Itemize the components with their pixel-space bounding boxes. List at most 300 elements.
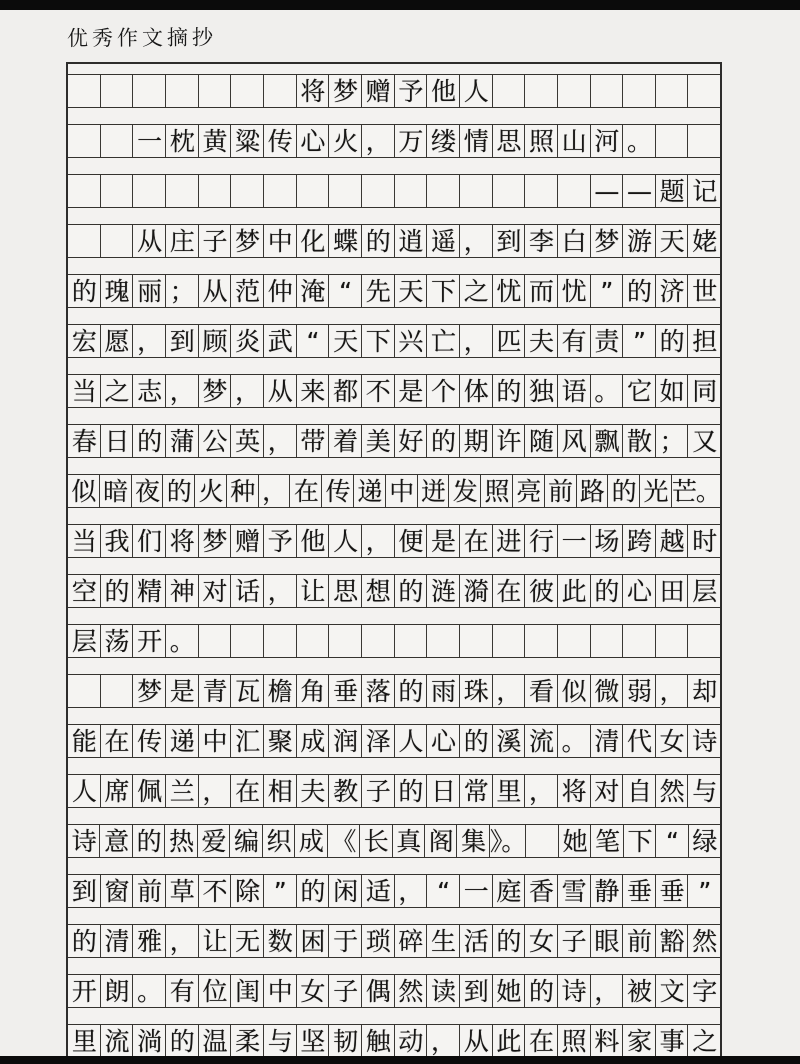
handwritten-char-cell: 人 [68,775,101,807]
grid-row [68,74,720,108]
handwritten-char-cell: 窗 [101,875,134,907]
grid-row [68,224,720,258]
handwritten-char-cell: 而 [525,275,558,307]
handwritten-char-cell: 下 [427,275,460,307]
handwritten-char-cell: 越 [656,525,689,557]
handwritten-char-cell: 的 [623,275,656,307]
composition-grid [66,62,722,1060]
handwritten-char-cell: 夫 [525,325,558,357]
handwritten-char-cell: 料 [591,1025,624,1057]
empty-cell [558,175,591,207]
handwritten-char-cell: 心 [427,725,460,757]
empty-cell [329,175,362,207]
grid-row [68,674,720,708]
empty-cell [395,175,428,207]
handwritten-char-cell: 从 [199,275,232,307]
handwritten-char-cell: 一 [558,525,591,557]
handwritten-char-cell: 字 [692,976,717,1006]
empty-cell [656,625,689,657]
handwritten-char-cell: 照 [481,475,513,507]
handwritten-char-cell: 真 [393,825,425,857]
handwritten-char-cell: 织 [263,825,295,857]
handwritten-char-cell: 于 [329,925,362,957]
handwritten-char-cell: 神 [166,575,199,607]
handwritten-char-cell: 递 [166,725,199,757]
handwritten-char-cell: 赠 [362,75,395,107]
handwritten-char-cell: 河 [591,125,624,157]
handwritten-char-cell: 的 [68,275,101,307]
handwritten-char-cell: 游 [623,225,656,257]
handwritten-char-cell: 思 [329,575,362,607]
handwritten-char-cell: 之 [460,275,493,307]
grid-row [68,524,720,558]
row-spacer [68,808,720,824]
row-spacer [68,108,720,124]
handwritten-char-cell: 期 [460,425,493,457]
handwritten-char-cell: 发 [449,475,481,507]
handwritten-char-cell: 将 [297,75,330,107]
handwritten-char-cell: 题 [656,175,689,207]
handwritten-char-cell: 个 [427,375,460,407]
grid-row [68,474,720,508]
handwritten-char-cell: 同 [692,376,717,406]
handwritten-char-cell: 他 [427,75,460,107]
empty-cell [656,125,689,157]
handwritten-char-cell: 然 [692,926,717,956]
handwritten-char-cell: 之 [692,1026,717,1056]
handwritten-char-cell: 清 [101,925,134,957]
handwritten-char-cell: 清 [591,725,624,757]
handwritten-char-cell: 让 [199,925,232,957]
empty-cell [460,625,493,657]
handwritten-char-cell: 角 [297,675,330,707]
handwritten-char-cell: 漪 [460,575,493,607]
handwritten-char-cell: ， [362,125,395,157]
handwritten-char-cell: ， [493,675,526,707]
grid-row [68,324,720,358]
handwritten-char-cell: ， [395,875,428,907]
handwritten-char-cell: 女 [297,975,330,1007]
empty-cell [688,125,720,157]
empty-cell [199,175,232,207]
handwritten-char-cell: 照 [525,125,558,157]
handwritten-char-cell: 在 [525,1025,558,1057]
empty-cell [427,175,460,207]
handwritten-char-cell: 韧 [329,1025,362,1057]
handwritten-char-cell: 黄 [199,125,232,157]
empty-cell [427,625,460,657]
handwritten-char-cell: 相 [264,775,297,807]
handwritten-char-cell: 长 [360,825,392,857]
empty-cell [264,175,297,207]
handwritten-char-cell: 。 [623,125,656,157]
handwritten-char-cell: 火 [329,125,362,157]
empty-cell [525,625,558,657]
handwritten-char-cell: 责 [591,325,624,357]
handwritten-char-cell: 爱 [198,825,230,857]
handwritten-char-cell: 的 [68,925,101,957]
row-spacer [68,758,720,774]
handwritten-char-cell: 流 [101,1025,134,1057]
handwritten-char-cell: 照 [558,1025,591,1057]
empty-cell [199,75,232,107]
handwritten-char-cell: 赠 [231,525,264,557]
handwritten-char-cell: 女 [525,925,558,957]
empty-cell [493,175,526,207]
grid-row [68,574,720,608]
empty-cell [558,625,591,657]
handwritten-char-cell: 似 [558,675,591,707]
handwritten-char-cell: ， [525,775,558,807]
handwritten-char-cell: 传 [322,475,354,507]
handwritten-char-cell: 又 [692,426,717,456]
handwritten-char-cell: ， [166,375,199,407]
handwritten-char-cell: 暗 [100,475,132,507]
handwritten-char-cell: 传 [133,725,166,757]
handwritten-char-cell: — [623,175,656,207]
handwritten-char-cell: 日 [427,775,460,807]
empty-cell [656,75,689,107]
handwritten-char-cell: 意 [100,825,132,857]
empty-cell [460,175,493,207]
handwritten-char-cell: 读 [427,975,460,1007]
handwritten-char-cell: 人 [395,725,428,757]
handwritten-char-cell: “ [297,325,330,357]
empty-cell [264,75,297,107]
handwritten-char-cell: ， [199,775,232,807]
handwritten-char-cell: 瑰 [101,275,134,307]
handwritten-char-cell: 心 [297,125,330,157]
handwritten-char-cell: ” [591,275,624,307]
handwritten-char-cell: 《 [328,825,360,857]
empty-cell [493,625,526,657]
handwritten-char-cell: 顾 [199,325,232,357]
handwritten-char-cell: ” [698,876,711,906]
handwritten-char-cell: 武 [264,325,297,357]
handwritten-char-cell: 它 [623,375,656,407]
handwritten-char-cell: ” [623,325,656,357]
handwritten-char-cell: 逍 [395,225,428,257]
handwritten-char-cell: 动 [395,1025,428,1057]
handwritten-char-cell: ， [259,475,291,507]
handwritten-char-cell: 眼 [591,925,624,957]
handwritten-char-cell: 触 [362,1025,395,1057]
notebook-label: 优秀作文摘抄 [66,25,218,51]
empty-cell [68,175,101,207]
grid-row [68,774,720,808]
handwritten-char-cell: ， [460,225,493,257]
handwritten-char-cell: 都 [329,375,362,407]
handwritten-char-cell: 开 [133,625,166,657]
handwritten-char-cell: 子 [199,225,232,257]
handwritten-char-cell: 雅 [133,925,166,957]
handwritten-char-cell: 中 [386,475,418,507]
handwritten-char-cell: 对 [591,775,624,807]
handwritten-char-cell: 看 [525,675,558,707]
handwritten-char-cell: 香 [525,875,558,907]
handwritten-char-cell: 在 [101,725,134,757]
empty-cell [264,625,297,657]
handwritten-char-cell: 荡 [101,625,134,657]
handwritten-char-cell: 担 [692,326,717,356]
handwritten-char-cell: 亮 [513,475,545,507]
handwritten-char-cell: 迸 [418,475,450,507]
handwritten-char-cell: 时 [692,526,717,556]
handwritten-char-cell: 路 [577,475,609,507]
empty-cell [101,175,134,207]
handwritten-char-cell: ， [362,525,395,557]
handwritten-char-cell: 缕 [427,125,460,157]
empty-cell [199,625,232,657]
handwritten-char-cell: 便 [395,525,428,557]
handwritten-char-cell: 对 [199,575,232,607]
handwritten-char-cell: 庭 [493,875,526,907]
row-spacer [68,658,720,674]
handwritten-char-cell: 忧 [558,275,591,307]
handwritten-char-cell: 垂 [656,875,689,907]
handwritten-char-cell: 梦 [231,225,264,257]
handwritten-char-cell: 垂 [329,675,362,707]
handwritten-char-cell: 泽 [362,725,395,757]
empty-cell [166,175,199,207]
handwritten-char-cell: 的 [101,575,134,607]
top-black-bar [0,0,800,10]
handwritten-char-cell: 风 [558,425,591,457]
empty-cell [329,625,362,657]
handwritten-char-cell: 的 [362,225,395,257]
handwritten-char-cell: 美 [362,425,395,457]
handwritten-char-cell: 进 [493,525,526,557]
handwritten-char-cell: 自 [623,775,656,807]
handwritten-char-cell: “ [427,875,460,907]
handwritten-char-cell: 仲 [264,275,297,307]
handwritten-char-cell: 席 [101,775,134,807]
handwritten-char-cell: 阁 [425,825,457,857]
row-spacer [68,958,720,974]
handwritten-char-cell: 落 [362,675,395,707]
handwritten-char-cell: 生 [427,925,460,957]
handwritten-char-cell: 天 [395,275,428,307]
grid-row [68,374,720,408]
handwritten-char-cell: 当 [68,375,101,407]
handwritten-char-cell: ， [264,575,297,607]
handwritten-char-cell: 子 [362,775,395,807]
handwritten-char-cell: 予 [395,75,428,107]
handwritten-char-cell: ” [264,875,297,907]
handwritten-char-cell: 让 [297,575,330,607]
handwritten-char-cell: 柔 [231,1025,264,1057]
handwritten-char-cell: 兴 [395,325,428,357]
handwritten-char-cell: 下 [624,825,656,857]
handwritten-char-cell: 事 [656,1025,689,1057]
empty-cell [231,75,264,107]
empty-cell [526,825,558,857]
handwritten-char-cell: 他 [297,525,330,557]
handwritten-char-cell: 体 [460,375,493,407]
handwritten-char-cell: 蒲 [166,425,199,457]
handwritten-char-cell: 夫 [297,775,330,807]
handwritten-char-cell: 梦 [199,525,232,557]
handwritten-char-cell: 好 [395,425,428,457]
handwritten-char-cell: 被 [623,975,656,1007]
handwritten-char-cell: 范 [231,275,264,307]
handwritten-char-cell: ， [591,975,624,1007]
handwritten-char-cell: 热 [165,825,197,857]
handwritten-char-cell: 记 [692,176,717,206]
handwritten-char-cell: 彼 [525,575,558,607]
handwritten-char-cell: 活 [460,925,493,957]
grid-row [68,874,720,908]
handwritten-char-cell: ， [460,325,493,357]
handwritten-char-cell: 天 [329,325,362,357]
handwritten-char-cell: 如 [656,375,689,407]
handwritten-char-cell: 的 [395,675,428,707]
handwritten-char-cell: 愿 [101,325,134,357]
handwritten-char-cell: 此 [493,1025,526,1057]
handwritten-char-cell: 世 [692,276,717,306]
handwritten-char-cell: 青 [199,675,232,707]
handwritten-char-cell: 梦 [133,675,166,707]
handwritten-char-cell: 兰 [166,775,199,807]
handwritten-char-cell: 春 [68,425,101,457]
empty-cell [362,625,395,657]
handwritten-char-cell: 从 [133,225,166,257]
handwritten-char-cell: 微 [591,675,624,707]
empty-cell [623,75,656,107]
handwritten-char-cell: 遥 [427,225,460,257]
handwritten-char-cell: 文 [656,975,689,1007]
handwritten-char-cell: 雪 [558,875,591,907]
handwritten-char-cell: 偶 [362,975,395,1007]
row-spacer [68,908,720,924]
handwritten-char-cell: 》。 [489,826,526,856]
empty-cell [591,75,624,107]
handwritten-char-cell: ， [166,925,199,957]
empty-cell [231,175,264,207]
handwritten-char-cell: — [591,175,624,207]
handwritten-char-cell: 珠 [460,675,493,707]
empty-cell [68,675,101,707]
handwritten-char-cell: 的 [395,575,428,607]
empty-cell [493,75,526,107]
handwritten-char-cell: 光 [640,475,672,507]
handwritten-char-cell: 我 [101,525,134,557]
empty-cell [101,675,134,707]
handwritten-char-cell: 独 [525,375,558,407]
handwritten-char-cell: 的 [133,425,166,457]
handwritten-char-cell: 一 [460,875,493,907]
handwritten-char-cell: 然 [656,775,689,807]
handwritten-char-cell: 教 [329,775,362,807]
empty-cell [297,175,330,207]
handwritten-char-cell: 到 [166,325,199,357]
row-spacer [68,408,720,424]
handwritten-char-cell: 润 [329,725,362,757]
handwritten-char-cell: 传 [264,125,297,157]
handwritten-char-cell: 的 [395,775,428,807]
handwritten-char-cell: 空 [68,575,101,607]
handwritten-char-cell: “ [656,825,688,857]
handwritten-char-cell: 着 [329,425,362,457]
empty-cell [525,175,558,207]
row-spacer [68,558,720,574]
grid-row [68,824,720,858]
empty-cell [688,75,720,107]
handwritten-char-cell: 的 [460,725,493,757]
handwritten-char-cell: 前 [623,925,656,957]
handwritten-char-cell: 梦 [199,375,232,407]
handwritten-char-cell: 随 [525,425,558,457]
empty-cell [101,225,134,257]
handwritten-char-cell: 垂 [623,875,656,907]
handwritten-char-cell: 炎 [231,325,264,357]
empty-cell [395,625,428,657]
bottom-black-bar [0,1056,800,1064]
handwritten-char-cell: 到 [460,975,493,1007]
handwritten-char-cell: ； [166,275,199,307]
row-spacer [68,308,720,324]
handwritten-char-cell: 诗 [68,825,100,857]
row-spacer [68,858,720,874]
handwritten-char-cell: 田 [656,575,689,607]
handwritten-char-cell: 能 [68,725,101,757]
handwritten-char-cell: 在 [493,575,526,607]
handwritten-char-cell: 当 [68,525,101,557]
handwritten-char-cell: 语 [558,375,591,407]
empty-cell [133,75,166,107]
handwritten-char-cell: 天 [656,225,689,257]
handwritten-char-cell: 匹 [493,325,526,357]
handwritten-char-cell: 笔 [591,825,623,857]
empty-cell [297,625,330,657]
handwritten-char-cell: 白 [558,225,591,257]
handwritten-char-cell: 与 [264,1025,297,1057]
handwritten-char-cell: 朗 [101,975,134,1007]
handwritten-char-cell: “ [329,275,362,307]
empty-cell [688,625,720,657]
handwritten-char-cell: 丽 [133,275,166,307]
handwritten-char-cell: 除 [231,875,264,907]
grid-row [68,174,720,208]
handwritten-char-cell: 佩 [133,775,166,807]
handwritten-char-cell: 诗 [692,726,717,756]
handwritten-char-cell: 亡 [427,325,460,357]
handwritten-char-cell: 无 [231,925,264,957]
empty-cell [133,175,166,207]
handwritten-char-cell: 。 [591,375,624,407]
handwritten-char-cell: 的 [166,1025,199,1057]
handwritten-char-cell: 到 [493,225,526,257]
empty-cell [525,75,558,107]
handwritten-char-cell: 行 [525,525,558,557]
handwritten-char-cell: 日 [101,425,134,457]
handwritten-char-cell: 到 [68,875,101,907]
handwritten-char-cell: 里 [493,775,526,807]
row-spacer [68,208,720,224]
handwritten-char-cell: 却 [692,676,717,706]
handwritten-char-cell: 先 [362,275,395,307]
handwritten-char-cell: 化 [297,225,330,257]
handwritten-char-cell: 数 [264,925,297,957]
handwritten-char-cell: 成 [297,725,330,757]
empty-cell [231,625,264,657]
empty-cell [362,175,395,207]
handwritten-char-cell: 弱 [623,675,656,707]
handwritten-char-cell: 一 [133,125,166,157]
handwritten-char-cell: 豁 [656,925,689,957]
handwritten-char-cell: 从 [264,375,297,407]
handwritten-char-cell: 带 [297,425,330,457]
